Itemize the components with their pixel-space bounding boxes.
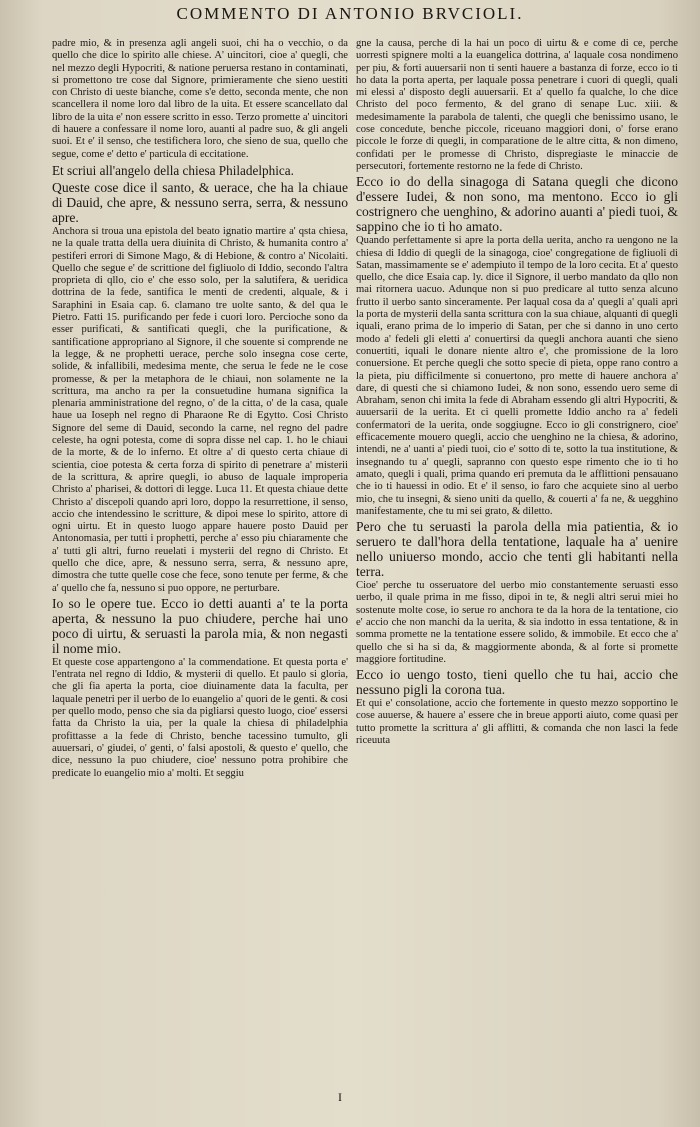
scripture-passage: Ecco io uengo tosto, tieni quello che tu hai, accio che nessuno pigli la corona tua. — [356, 667, 678, 698]
paragraph: Et queste cose appartengono a' la commendatione. Et questa porta e' l'entrata nel regno di Iddio, & mysterii di quello. Et paulo si gloria, che gli fia aperta la porta, cioe diuinamente data la faculta, per laquale penetri per il uerbo de lo euangelio a' quori de le genti. & cosi per quello modo, penso che sia da pigliarsi questo luogo, cioe' essersi fatta da Christo la uia, per la quale la chiesa di philadelphia profittasse a la fede di Christo, benche tacessino tumulto, gli auuersari, o' giudei, o' genti, o' falsi apostoli, & questo e' quello, che dice, nessuno la puo chiudere, cioe' nessuno potra prohibire che predicate lo euangelio mio a' molti. Et seggiu — [52, 656, 348, 779]
paragraph: Anchora si troua una epistola del beato ignatio martire a' qsta chiesa, ne la quale tratta della uera diuinita di Christo, & humanita contro a' pestiferi errori di Simone Mago, & di Hebione, & contro a' Nicolaiti. Quello che segue e' de scrittione del figliuolo di Iddio, secondo l'altra proprieta di qllo, cio e' che esso solo, per la salutifera, & ueridica dottrina de la fede, santifica le menti de credenti, alquale, & i Saraphini in Esaia cap. 6. clamano tre uolte santo, & del qua le Pietro. Fatti 15. purificando per fede i cuori loro. Percioche sono da esser purificati, & santificati quegli, che la purificatione, & santificatione appropriano al Signore, il che souente si comprende ne la legge, & ne prophetti uerace, perche solo insegna cose certe, solide, & infallibili, medesima mente, che serua le fede ne le cose promesse, & per la metaphora de le chiaui, non solamente ne la scrittura, ma ancho ra per la consuetudine humana significa la plenaria amministratione del regno, o' de la citta, o' de la casa, quale haue ua Ioseph nel regno di Pharaone Re di Egytto. Cosi Christo Signore del seme di Dauid, secondo la carne, nel regno del padre celeste, ha ogni potesta, come di sopra disse nel cap. 1. ho le chiaui de la morte, & de lo inferno. Et oltre a' di questo certa chiaue di scientia, cioe potesta & certa forza di spirito di penetrare a' misterii de la scrittura, & aprire quegli, io abuso de laquale improperia Christo a' pharisei, & dottori di legge. Luca 11. Et questa chiaue dette Christo a' discepoli quando apri loro, doppo la resurrettione, il senso, accio che intendessino le scritture, & dipoi mese lo spirito, attore di ogni uirtu. Et in questo luogo appare hauere posto Dauid per Antonomasia, per tutti i prophetti, perche a' esso piu chiaramente che a' tutti gli altri, furno reuelati i mysterii del regno di Christo. Et quello che dice, apre, & nessuno serra, serra, & nessuno apre, dimostra che tutte quelle cose che fece, sono tenute per ferme, & che a' quello che fa, nessuno si puo oppore, ne perturbare. — [52, 225, 348, 594]
paragraph: Et qui e' consolatione, accio che fortemente in questo mezzo sopportino le cose auuerse, & hauere a' essere che in breue apporti aiuto, come quasi per tutto promette la scrittura a' gli afflitti, & comanda che non lasci la fede riceuuta — [356, 698, 678, 747]
signature-mark: I — [338, 1090, 342, 1104]
running-head: COMMENTO DI ANTONIO BRVCIOLI. — [176, 4, 524, 23]
left-column — [52, 38, 348, 1067]
paragraph: gne la causa, perche di la hai un poco di uirtu & e come di ce, perche uorresti spignere molti a la euangelica dottrina, a' laquale cosa nondimeno per piu, & forti auuersarii non ti senti hauere a bastanza di forze, ecco io ti ho data la porta aperta, per laquale possa penetrare i cuori di quegli, quali mi elessi a' disposto degli auuersarii. Et a' quello fa qualche, lo che dice Christo del poco fermento, & del grano di senape Luc. xiii. & medesimamente la parabola de talenti, che quegli che benissimo usano, le cose concedute, benche piccole, riceuano maggiori doni, o' forse erano piccole le forze di quegli, in comparatione de le altre citta, & non dimeno, confidati per le promesse di Christo, dispregiaste le minaccie de persecutori, fortemente restorno ne la fede di Christo. — [356, 38, 678, 172]
paragraph: padre mio, & in presenza agli angeli suoi, chi ha o vecchio, o da quello che dice lo spirito alle chiese. A' uincitori, cioe a' quegli, che nel mezzo degli Hypocriti, & natione peruersa restano in contaminati, si promettono tre cose dal Signore, primieramente che sieno uestiti con Christo di ueste bianche, come s'e detto, seconda mente, che non scancellera il nome loro dal libro de la uita. Et essere scancellato dal libro de la uita e' non essere scritto in esso. Terzo promette a' uincitori di hauere a confessare il nome loro, auanti al padre suo, & gli angeli suoi. Et e' il senso, che testifichera loro, che sieno de sua, quello che segue, come e' detto e' particula di eccitatione. — [52, 38, 348, 160]
right-column — [356, 38, 678, 1067]
section-heading: Et scriui all'angelo della chiesa Philadelphica. — [52, 162, 294, 178]
paragraph: Quando perfettamente si apre la porta della uerita, ancho ra uengono ne la chiesa di Iddio di quegli de la sinagoga, cioe' congregatione de figliuoli di Satan, massimamente se e' adempiuto il tempo de la loro cecita. Et a' questo quello, che dice Esaia cap. ly. dice il Signore, il uerbo mandato da qllo non mai ritornera uacuo. Adunque non si puo predicare al tutto senza alcuno frutto il uerbo santo sinceramente. Per laqual cosa da a' quegli a' quali apri la porta de mysterii della santa scrittura con la sua chiaue, alquanti di quegli iquali, erano prima de lo imperio di Satan, per che si danno in uno certo modo a' fedeli gli eletti a' conuertirsi da quegli anchora auanti che sieno conuertiti, iquali le donare niente altro e', che promissione de la loro conuersione. Et perche quegli che sotto specie di pieta, oppe rano contro a la pieta, piu difficilmente si conuertono, pro mette di hauere anchora a' dare, di questi che si chiamono Iudei, & non sono, essendo uero seme di Abraham, senon chi imita la fede di Abraham essendo gli altri Hypocriti, & auuersarii de la uerita. Et ci quelli promette Iddio ancho ra a' fedeli confermatori de la uerita, onde soggiugne. Ecco io gli constrignero, cioe' efficacemente mouero quegli, accio che uenghino ne la chiesa, & adorino, intendi, ne a' uanti a' piedi tuoi, cio e' sotto di te, sotto la tua institutione, & insegnando tu a' quegli, sapranno con questo espe rimento che io ti ho amato, quegli i quali, prima quando eri premuta da le afflittioni pensauano che io ti hauessi in odio. Et e' il senso, io faro che acquiete sino al uerbo mio, che tu insegni, & sieno uniti da quello, & couerti a' fa ne, & uegghino manifestamente, che tu mi sei grato, & diletto. — [356, 235, 678, 517]
scripture-passage: Pero che tu seruasti la parola della mia patientia, & io seruero te dall'hora della tentatione, laquale ha a' uenire nello uniuerso mondo, accio che tenti gli habitanti nella terra. — [356, 519, 678, 580]
scripture-passage: Ecco io do della sinagoga di Satana quegli che dicono d'essere Iudei, & non sono, ma mentono. Ecco io gli costrignero che uenghino, & adorino auanti a' piedi tuoi, & sappino che io ti ho amato. — [356, 174, 678, 235]
scripture-passage: Queste cose dice il santo, & uerace, che ha la chiaue di Dauid, che apre, & nessuno serra, serra, & nessuno apre. — [52, 179, 348, 225]
scripture-passage: Io so le opere tue. Ecco io detti auanti a' te la porta aperta, & nessuno la puo chiudere, perche hai uno poco di uirtu, & seruasti la parola mia, & non negasti il nome mio. — [52, 595, 348, 656]
paragraph: Cioe' perche tu osseruatore del uerbo mio constantemente seruasti esso uerbo, il quale prima in me fisso, dipoi in te, & negli altri serui miei ho sostenute molte cose, io serue ro anchora te da la hora de la tentatione, cio e' accio che non manchi da la uerita, & sia indotto in essa tentatione, & in somma promette ne la tentatione essere solido, & immobile. Et ecco che a' quello che si ha si da, & maggiormente abonda, & al forte si promette maggiore fortitudine. — [356, 580, 678, 665]
